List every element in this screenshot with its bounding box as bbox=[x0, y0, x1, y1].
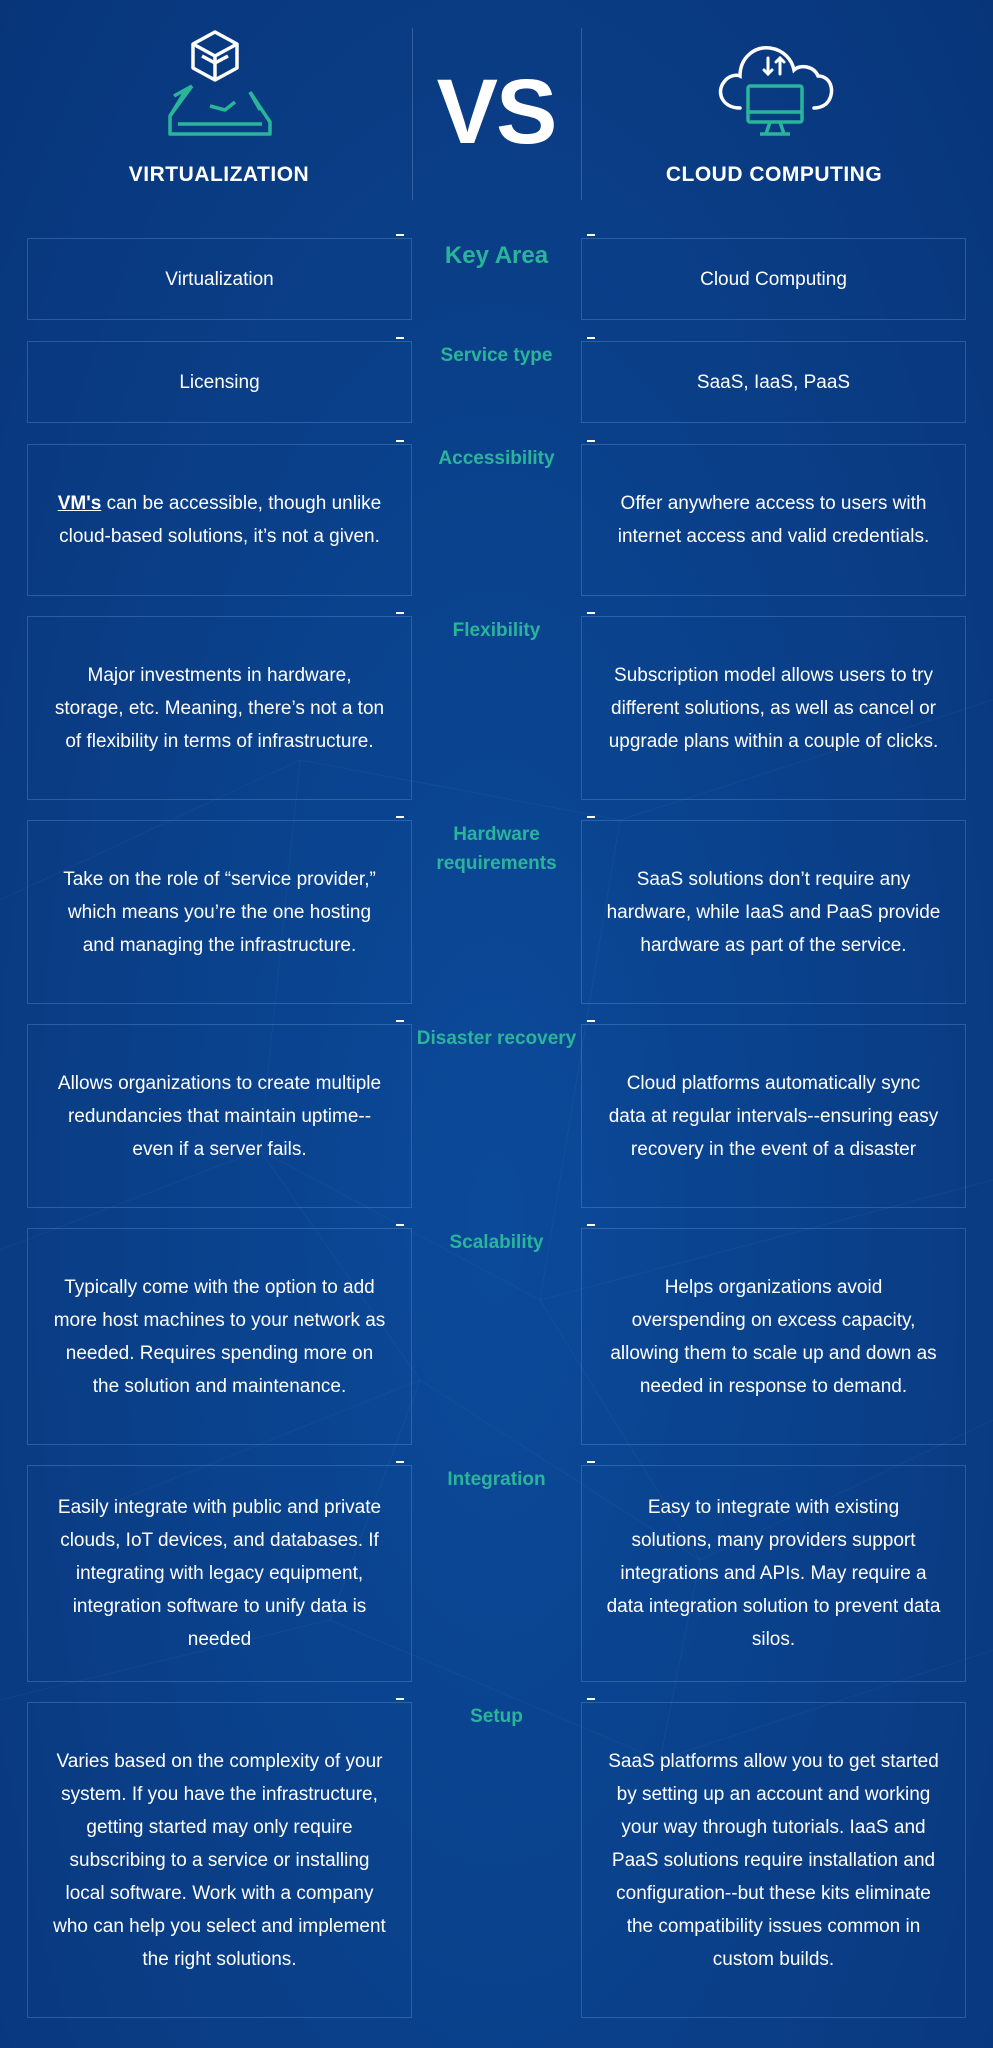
row-scalability bbox=[0, 1228, 993, 1445]
row-flexibility bbox=[0, 616, 993, 800]
cell-text: Subscription model allows users to try different solutions, as well as cancel or upgrade plans within a couple of clicks. bbox=[608, 664, 939, 752]
cell-virtualization bbox=[27, 820, 412, 1004]
category-label: Flexibility bbox=[452, 620, 541, 641]
corner-tick bbox=[396, 1461, 404, 1463]
cell-cloud bbox=[581, 1228, 966, 1445]
category-label: Setup bbox=[470, 1706, 523, 1727]
cell-text: Helps organizations avoid overspending on excess capacity, allowing them to scale up and down as needed in response to demand. bbox=[610, 1276, 937, 1397]
row-integration bbox=[0, 1465, 993, 1682]
corner-tick bbox=[396, 337, 404, 339]
cell-virtualization bbox=[27, 341, 412, 423]
category-label: Hardware requirements bbox=[436, 824, 557, 874]
corner-tick bbox=[396, 612, 404, 614]
cell-text: Licensing bbox=[179, 371, 260, 393]
cell-virtualization bbox=[27, 1228, 412, 1445]
cell-text: Easy to integrate with existing solutions, many providers support integrations and APIs. May require a data integration solution to prevent data silos. bbox=[606, 1497, 941, 1650]
cell-virtualization bbox=[27, 616, 412, 800]
corner-tick bbox=[396, 816, 404, 818]
row-accessibility bbox=[0, 444, 993, 596]
corner-tick bbox=[396, 440, 404, 442]
corner-tick bbox=[587, 612, 595, 614]
row-key-area bbox=[0, 238, 993, 320]
cell-virtualization bbox=[27, 1702, 412, 2018]
row-service-type bbox=[0, 341, 993, 423]
corner-tick bbox=[587, 337, 595, 339]
cell-cloud bbox=[581, 1465, 966, 1682]
corner-tick bbox=[396, 1224, 404, 1226]
category-label: Service type bbox=[440, 345, 553, 366]
corner-tick bbox=[587, 816, 595, 818]
cell-cloud bbox=[581, 444, 966, 596]
vs-label: VS bbox=[436, 61, 556, 163]
cell-cloud bbox=[581, 238, 966, 320]
cell-text: Cloud Computing bbox=[700, 268, 847, 290]
corner-tick bbox=[396, 234, 404, 236]
comparison-header bbox=[0, 0, 993, 210]
cell-cloud bbox=[581, 1702, 966, 2018]
cell-text: Take on the role of “service provider,” which means you’re the one hosting and managing the infrastructure. bbox=[63, 868, 376, 956]
cell-text: Major investments in hardware, storage, etc. Meaning, there’s not a ton of flexibility in terms of infrastructure. bbox=[54, 664, 385, 752]
cell-text: Offer anywhere access to users with internet access and valid credentials. bbox=[617, 493, 930, 547]
virtual-cube-tablet-icon bbox=[150, 26, 280, 150]
cell-text: Varies based on the complexity of your system. If you have the infrastructure, getting started may only require subscribing to a service or installing local software. Work with a company who can help you select and implement the right solutions. bbox=[53, 1750, 386, 1970]
cloud-monitor-icon bbox=[710, 30, 840, 148]
category-label: Disaster recovery bbox=[416, 1028, 577, 1049]
cell-virtualization bbox=[27, 1024, 412, 1208]
cell-text: SaaS platforms allow you to get started by setting up an account and working your way through tutorials. IaaS and PaaS solutions require installation and configuration--but these kits eliminate the compatibility issues common in custom builds. bbox=[608, 1750, 939, 1970]
cell-text: Easily integrate with public and private clouds, IoT devices, and databases. If integrating with legacy equipment, integration software to unify data is needed bbox=[57, 1497, 382, 1650]
category-label: Key Area bbox=[444, 242, 549, 269]
row-hardware-requirements bbox=[0, 820, 993, 1004]
virtualization-title: VIRTUALIZATION bbox=[128, 163, 310, 186]
corner-tick bbox=[587, 1224, 595, 1226]
vms-link[interactable]: VM's bbox=[57, 493, 102, 514]
row-disaster-recovery bbox=[0, 1024, 993, 1208]
cell-virtualization bbox=[27, 444, 412, 596]
cell-text: Typically come with the option to add more host machines to your network as needed. Requires spending more on the solution and maintenance. bbox=[53, 1276, 386, 1397]
cell-cloud bbox=[581, 1024, 966, 1208]
cell-text: SaaS solutions don’t require any hardware, while IaaS and PaaS provide hardware as part of the service. bbox=[606, 868, 941, 956]
corner-tick bbox=[396, 1020, 404, 1022]
category-label: Accessibility bbox=[438, 448, 555, 469]
corner-tick bbox=[587, 440, 595, 442]
corner-tick bbox=[587, 1698, 595, 1700]
cell-text: Virtualization bbox=[165, 268, 274, 290]
corner-tick bbox=[587, 1020, 595, 1022]
cell-text bbox=[52, 487, 387, 553]
cloud-computing-title: CLOUD COMPUTING bbox=[665, 163, 883, 186]
cell-virtualization bbox=[27, 238, 412, 320]
cell-virtualization bbox=[27, 1465, 412, 1682]
cell-text: Cloud platforms automatically sync data at regular intervals--ensuring easy recovery in the event of a disaster bbox=[608, 1072, 939, 1160]
cell-cloud bbox=[581, 616, 966, 800]
corner-tick bbox=[396, 1698, 404, 1700]
cell-cloud bbox=[581, 341, 966, 423]
corner-tick bbox=[587, 234, 595, 236]
category-label: Scalability bbox=[449, 1232, 544, 1253]
cell-text: SaaS, IaaS, PaaS bbox=[696, 371, 851, 393]
cell-text: Allows organizations to create multiple redundancies that maintain uptime--even if a server fails. bbox=[57, 1072, 382, 1160]
cell-cloud bbox=[581, 820, 966, 1004]
row-setup bbox=[0, 1702, 993, 2018]
category-label: Integration bbox=[447, 1469, 546, 1490]
cell-text-rest: can be accessible, though unlike cloud-based solutions, it’s not a given. bbox=[59, 493, 382, 547]
corner-tick bbox=[587, 1461, 595, 1463]
